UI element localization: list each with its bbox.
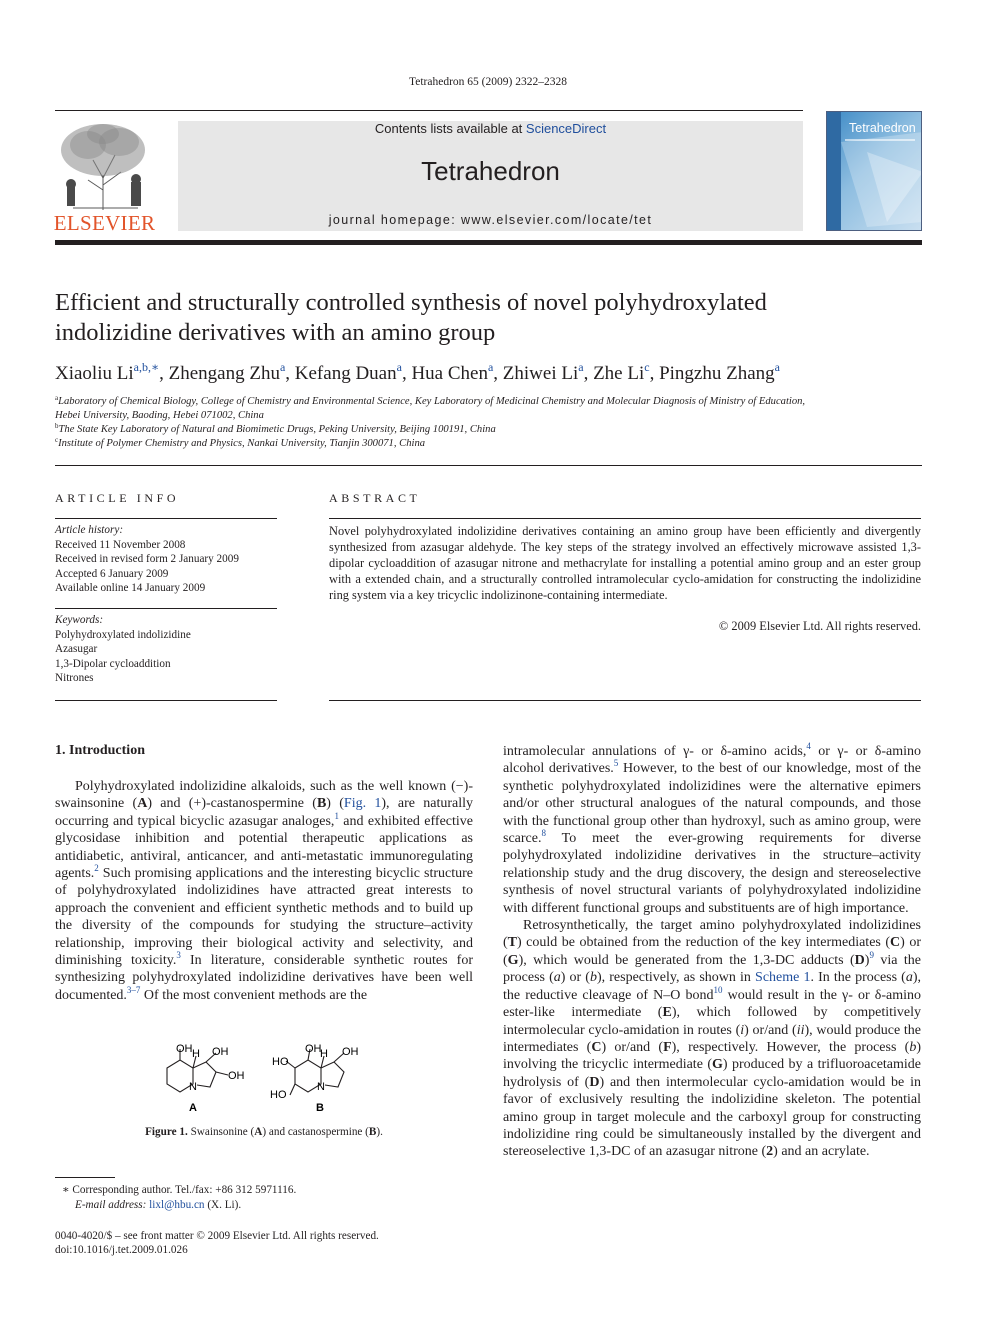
- text-run: ) or (: [503, 935, 921, 968]
- figure-1-caption: [55, 1126, 473, 1138]
- history-item: Received 11 November 2008: [55, 538, 186, 551]
- text-run: ) involving the tricyclic intermediate (: [503, 1039, 922, 1073]
- caption-label: Figure 1.: [145, 1126, 188, 1138]
- keywords-rule: [55, 608, 277, 609]
- structure-label-a: A: [189, 1102, 197, 1114]
- text-run: Retrosynthetically, the target amino polyhydroxylated indolizidines (: [503, 918, 921, 951]
- process-label: b: [589, 970, 597, 986]
- keyword-item: Azasugar: [55, 643, 98, 655]
- reference-link[interactable]: 4: [806, 741, 811, 751]
- author-sep: ,: [493, 363, 503, 384]
- structure-label-h: H: [192, 1048, 200, 1060]
- journal-cover-image[interactable]: [826, 111, 922, 231]
- author-sep: ,: [649, 363, 660, 384]
- cover-title: Tetrahedron: [849, 121, 916, 135]
- reference-link[interactable]: 1: [334, 810, 339, 821]
- text-run: ), would produce the intermediates (: [503, 1022, 922, 1055]
- email-link[interactable]: lixl@hbu.cn: [149, 1199, 205, 1211]
- intro-left-column: [55, 778, 473, 1004]
- keyword-item: Polyhydroxylated indolizidine: [55, 628, 191, 641]
- article-info-rule: [55, 518, 277, 519]
- text-run: ), are naturally occurring and typical bicyclic azasugar analoges,: [55, 796, 473, 829]
- affiliation-c: [55, 437, 925, 451]
- compound-label: D: [854, 952, 865, 968]
- text-run: ) (: [326, 796, 344, 812]
- compound-label: A: [254, 1126, 263, 1138]
- compound-label: B: [368, 1126, 377, 1138]
- abstract-bottom-rule: [329, 700, 921, 701]
- structure-label-n: N: [317, 1081, 325, 1093]
- text-run: and exhibited effective glycosidase inhibition and potential therapeutic applications as antidiabetic, antiviral, anticancer, and anti-metastatic immunoregulating agents.: [55, 813, 473, 882]
- figure-link[interactable]: Fig. 1: [343, 796, 382, 812]
- author-list: [55, 362, 935, 386]
- reference-link[interactable]: 2: [94, 863, 99, 874]
- text-run: ).: [376, 1126, 383, 1138]
- compound-label: D: [589, 1074, 600, 1090]
- header-thick-rule: [55, 240, 922, 245]
- route-label: ii: [796, 1022, 805, 1038]
- figure-1-structures[interactable]: [150, 1040, 380, 1120]
- process-label: a: [905, 970, 913, 986]
- text-run: ) could be obtained from the reduction of the key intermediates (: [517, 935, 891, 951]
- reference-link[interactable]: 9: [869, 949, 874, 960]
- author-sep: ,: [159, 363, 169, 384]
- reference-link[interactable]: 5: [613, 758, 619, 769]
- text-run: ): [864, 952, 870, 968]
- footnote-text: (X. Li).: [204, 1199, 242, 1211]
- author-affil-mark[interactable]: a: [396, 360, 402, 374]
- text-run: ) or/and (: [744, 1022, 797, 1038]
- author-affil-mark[interactable]: a: [578, 360, 584, 374]
- author-name[interactable]: Kefang Duan: [294, 363, 397, 384]
- affiliation-a-cont: [55, 409, 925, 423]
- structure-label-b: B: [316, 1102, 324, 1114]
- abstract-heading: ABSTRACT: [329, 491, 421, 505]
- keywords: [55, 613, 277, 686]
- footnote-text: Corresponding author. Tel./fax: +86 312 5971116.: [69, 1184, 297, 1196]
- author-name[interactable]: Zhiwei Li: [502, 363, 579, 384]
- author-affil-mark[interactable]: a,b,∗: [133, 360, 160, 374]
- affil-mark: c: [55, 436, 59, 444]
- affil-mark: b: [55, 422, 59, 430]
- section-heading-introduction: 1. Introduction: [55, 743, 145, 758]
- reference-link[interactable]: 10: [713, 984, 723, 995]
- email-label: E-mail address:: [75, 1199, 147, 1211]
- intro-paragraph: [55, 778, 473, 1004]
- structure-label-oh: OH: [176, 1043, 193, 1055]
- history-item: Received in revised form 2 January 2009: [55, 553, 239, 565]
- compound-label: G: [507, 952, 519, 968]
- author-sep: ,: [285, 363, 295, 384]
- reference-link[interactable]: 3: [176, 950, 181, 961]
- affiliation-a: [55, 395, 925, 409]
- keywords-label: Keywords:: [55, 614, 104, 626]
- author-affil-mark[interactable]: a: [487, 360, 494, 374]
- structure-label-n: N: [189, 1081, 197, 1093]
- author-sep: ,: [401, 363, 412, 384]
- intro-paragraph: [503, 917, 921, 1161]
- compound-label: G: [712, 1057, 723, 1073]
- section-rule: [55, 465, 922, 466]
- text-run: ) and (+)-castanospermine (: [147, 796, 317, 812]
- info-bottom-rule: [55, 700, 277, 701]
- tree-icon: [53, 120, 156, 212]
- author-affil-mark[interactable]: a: [774, 360, 780, 374]
- journal-name: Tetrahedron: [421, 156, 560, 186]
- intro-paragraph-continued: [503, 743, 921, 917]
- compound-label: 2: [766, 1144, 774, 1160]
- structure-label-ho: HO: [270, 1089, 287, 1101]
- abstract-copyright: © 2009 Elsevier Ltd. All rights reserved.: [718, 619, 921, 633]
- text-run: . In the process (: [810, 970, 906, 986]
- journal-homepage[interactable]: journal homepage: www.elsevier.com/locate/tet: [328, 213, 653, 227]
- text-run: ) and an acrylate.: [773, 1144, 870, 1160]
- text-run: ) and castanospermine (: [262, 1126, 369, 1138]
- compound-label: C: [591, 1039, 602, 1055]
- text-run: Swainsonine (: [187, 1126, 255, 1138]
- text-run: ) or/and (: [601, 1039, 664, 1055]
- elsevier-wordmark: ELSEVIER: [53, 211, 156, 235]
- text-run: ) produced by a trifluoroacetamide hydrolysis of (: [503, 1057, 922, 1090]
- intro-right-column: [503, 743, 921, 1161]
- abstract-text: Novel polyhydroxylated indolizidine derivatives containing an amino group have been efficiently and divergently synthesized from azasugar aldehyde. The key steps of the strategy involved an effectively microwave assisted 1,3-dipolar cycloaddition of azasugar nitrone and methacrylate for installing a potential amino group and an ester group with a extended chain, and a structurally controlled intramolecular cyclo-amidation for constructing the indolizidine ring system via a key tricyclic indolizinone-containing intermediate.: [329, 524, 921, 602]
- scheme-link[interactable]: Scheme 1: [755, 970, 811, 986]
- compound-label: B: [316, 796, 327, 812]
- footnote-rule: [55, 1177, 115, 1178]
- author-name[interactable]: Zhe Li: [593, 363, 645, 384]
- sciencedirect-link[interactable]: ScienceDirect: [525, 121, 607, 136]
- history-item: Accepted 6 January 2009: [55, 567, 169, 580]
- article-title-line: indolizidine derivatives with an amino group: [55, 319, 496, 346]
- article-info-heading: ARTICLE INFO: [55, 491, 180, 505]
- author-sep: ,: [583, 363, 594, 384]
- affil-text: Laboratory of Chemical Biology, College of Chemistry and Environmental Science, Key Laboratory of Medicinal Chemistry and Molecular Diagnosis of Ministry of Education,: [58, 396, 806, 407]
- keyword-item: Nitrones: [55, 672, 94, 684]
- text-run: Such promising applications and the interesting bicyclic structure of polyhydroxylated indolizidines have attracted great interests to approach the convenient and efficient synthetic methods and to build up the diversity of the compounds for studying the structure–activity relationship, improving their biological activity and selectivity, and diminishing toxicity.: [55, 866, 473, 969]
- affil-mark: a: [55, 394, 59, 402]
- history-label: Article history:: [55, 524, 124, 536]
- text-run: would result in the γ- or δ-amino ester-like intermediate (: [503, 987, 922, 1021]
- process-label: b: [909, 1039, 917, 1055]
- article-title-line: Efficient and structurally controlled synthesis of novel polyhydroxylated: [55, 289, 767, 316]
- text-run: Of the most convenient methods are the: [140, 987, 368, 1003]
- process-label: a: [553, 970, 561, 986]
- issn-line: 0040-4020/$ – see front matter © 2009 Elsevier Ltd. All rights reserved.: [55, 1230, 379, 1242]
- text-run: ) or (: [560, 970, 590, 986]
- header-rule: [55, 110, 803, 111]
- structure-label-h: H: [320, 1048, 328, 1060]
- email-note: [75, 1198, 241, 1213]
- author-name[interactable]: Zhengang Zhu: [168, 363, 280, 384]
- route-label: i: [740, 1022, 745, 1038]
- text-run: To meet the ever-growing requirements for diverse polyhydroxylated indolizidine derivatives in the structure–activity relationship study and the drug discovery, the design and stereoselective synthesis of novel structural variants of polyhydroxylated indolizidine with different functional groups and substituents are of high importance.: [503, 831, 921, 916]
- text-run: Polyhydroxylated indolizidine alkaloids, such as the well known (−)-swainsonine (: [55, 779, 473, 812]
- text-run: intramolecular annulations of γ- or δ-amino acids,: [503, 744, 807, 759]
- author-affil-mark[interactable]: a: [279, 360, 286, 374]
- structure-label-ho: HO: [272, 1056, 289, 1068]
- text-run: ), the reductive cleavage of N–O bond: [503, 970, 921, 1003]
- author-name[interactable]: Hua Chen: [411, 363, 488, 384]
- structure-label-oh: OH: [212, 1046, 229, 1058]
- compound-label: T: [507, 935, 518, 951]
- structure-label-oh: OH: [228, 1070, 245, 1082]
- text-run: In literature, considerable synthetic routes for synthesizing polyhydroxylated indolizidine derivatives have been well documented.: [55, 953, 474, 1003]
- affil-text: Hebei University, Baoding, Hebei 071002, China: [55, 410, 264, 421]
- keyword-item: 1,3-Dipolar cycloaddition: [55, 657, 171, 670]
- article-history: [55, 523, 277, 596]
- compound-label: F: [663, 1039, 672, 1055]
- reference-link[interactable]: 8: [541, 828, 546, 839]
- footnote-mark: ∗: [62, 1184, 70, 1196]
- text-run: ), respectively, as shown in: [596, 970, 756, 986]
- text-run: However, to the best of our knowledge, most of the synthetic polyhydroxylated indolizidines were the alternative epimers and/or other structural analogues of the natural compounds, and those with the functional group other than hydroxyl, such as amino group, were scarce.: [503, 761, 921, 847]
- structure-label-oh: OH: [305, 1043, 322, 1055]
- journal-citation: Tetrahedron 65 (2009) 2322–2328: [409, 76, 567, 88]
- article-title: [55, 288, 935, 348]
- compound-label: E: [662, 1005, 672, 1021]
- structure-label-oh: OH: [342, 1046, 359, 1058]
- abstract-rule: [329, 518, 921, 519]
- author-affil-mark[interactable]: c: [644, 360, 650, 374]
- text-run: ) and then intermolecular cyclo-amidation would be in favor of exclusively resulting the indolizidine skeleton. The potential amino group in target molecule and the carboxyl group for constructing indolizidine ring could be simultaneously installed by the divergent and stereoselective 1,3-DC of an azasugar nitrone (: [503, 1074, 921, 1160]
- text-run: ), which would be generated from the 1,3-DC adducts (: [518, 952, 855, 968]
- contents-prefix: Contents lists available at: [374, 121, 526, 136]
- text-run: or γ- or δ-amino alcohol derivatives.: [503, 744, 921, 777]
- elsevier-logo[interactable]: [53, 120, 156, 234]
- compound-label: C: [890, 935, 901, 951]
- author-name[interactable]: Xiaoliu Li: [55, 363, 134, 384]
- text-run: ), respectively. However, the process (: [671, 1039, 910, 1055]
- author-name[interactable]: Pingzhu Zhang: [659, 363, 775, 384]
- contents-line: [178, 121, 803, 136]
- affil-text: Institute of Polymer Chemistry and Physics, Nankai University, Tianjin 300071, China: [58, 438, 426, 449]
- reference-link[interactable]: 3–7: [126, 984, 141, 995]
- castanospermine-bonds: [286, 1049, 344, 1095]
- text-run: via the process (: [503, 952, 921, 986]
- compound-label: A: [137, 796, 148, 812]
- text-run: ), which followed by competitively intermolecular cyclo-amidation in routes (: [503, 1005, 921, 1038]
- affiliation-b: [55, 423, 925, 437]
- corresponding-author-note: [62, 1183, 296, 1198]
- affil-text: The State Key Laboratory of Natural and Biomimetic Drugs, Peking University, Beijing 100191, China: [58, 424, 496, 435]
- doi-line[interactable]: doi:10.1016/j.tet.2009.01.026: [55, 1244, 188, 1256]
- history-item: Available online 14 January 2009: [55, 582, 206, 594]
